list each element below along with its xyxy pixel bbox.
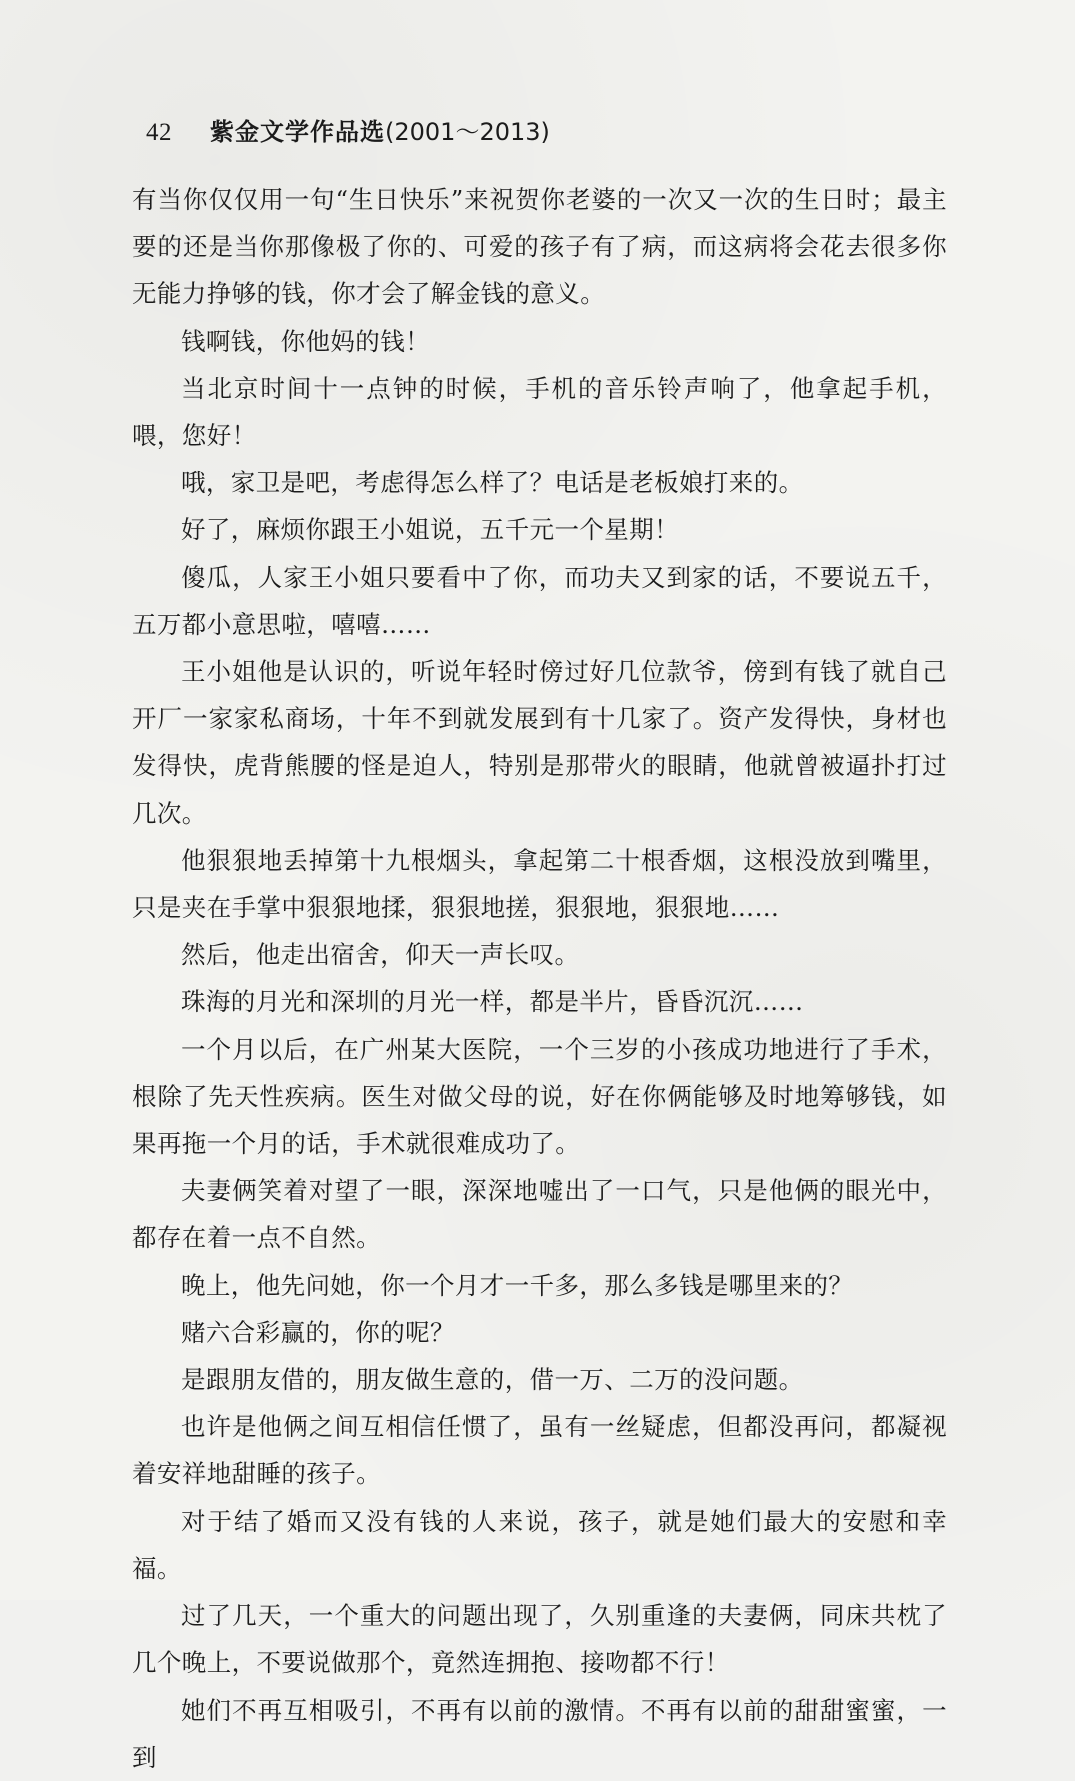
running-header (146, 112, 550, 152)
paragraph: 她们不再互相吸引，不再有以前的激情。不再有以前的甜甜蜜蜜，一到 (132, 1695, 947, 1772)
paragraph: 对于结了婚而又没有钱的人来说，孩子，就是她们最大的安慰和幸福。 (132, 1506, 947, 1583)
paragraph: 王小姐他是认识的，听说年轻时傍过好几位款爷，傍到有钱了就自己开厂一家家私商场，十年不到就发展到有十几家了。资产发得快，身材也发得快，虎背熊腰的怪是迫人，特别是那带火的眼睛，他就曾被逼扑打过几次。 (132, 657, 947, 828)
paragraph: 过了几天，一个重大的问题出现了，久别重逢的夫妻俩，同床共枕了几个晚上，不要说做那个，竟然连拥抱、接吻都不行！ (132, 1601, 947, 1678)
paragraph: 他狠狠地丢掉第十九根烟头，拿起第二十根香烟，这根没放到嘴里，只是夹在手掌中狠狠地揉，狠狠地搓，狠狠地，狠狠地…… (132, 845, 947, 923)
book-title (210, 112, 550, 147)
paragraph: 好了，麻烦你跟王小姐说，五千元一个星期！ (181, 515, 679, 545)
body-text (132, 176, 947, 1781)
paragraph: 傻瓜，人家王小姐只要看中了你，而功夫又到家的话，不要说五千，五万都小意思啦，嘻嘻…… (132, 562, 947, 639)
paragraph: 珠海的月光和深圳的月光一样，都是半片，昏昏沉沉…… (181, 987, 804, 1017)
paragraph: 然后，他走出宿舍，仰天一声长叹。 (181, 940, 580, 970)
paragraph: 晚上，他先问她，你一个月才一千多，那么多钱是哪里来的？ (181, 1270, 854, 1300)
paragraph: 赌六合彩赢的，你的呢？ (181, 1317, 455, 1347)
paragraph: 夫妻俩笑着对望了一眼，深深地嘘出了一口气，只是他俩的眼光中，都存在着一点不自然。 (132, 1176, 947, 1253)
book-title-text: 紫金文学作品选 (210, 118, 385, 146)
page-number: 42 (146, 119, 172, 146)
paragraph: 当北京时间十一点钟的时候，手机的音乐铃声响了，他拿起手机，喂，您好！ (132, 373, 947, 451)
paragraph: 一个月以后，在广州某大医院，一个三岁的小孩成功地进行了手术，根除了先天性疾病。医生对做父母的说，好在你俩能够及时地筹够钱，如果再拖一个月的话，手术就很难成功了。 (132, 1034, 947, 1159)
paragraph: 是跟朋友借的，朋友做生意的，借一万、二万的没问题。 (181, 1365, 804, 1395)
paragraph: 有当你仅仅用一句“生日快乐”来祝贺你老婆的一次又一次的生日时；最主要的还是当你那像极了你的、可爱的孩子有了病，而这病将会花去很多你无能力挣够的钱，你才会了解金钱的意义。 (132, 185, 947, 309)
paragraph: 也许是他俩之间互相信任惯了，虽有一丝疑虑，但都没再问，都凝视着安祥地甜睡的孩子。 (132, 1412, 947, 1489)
paragraph: 哦，家卫是吧，考虑得怎么样了？电话是老板娘打来的。 (181, 468, 804, 498)
book-title-years: (2001～2013) (385, 118, 550, 146)
paragraph: 钱啊钱，你他妈的钱！ (181, 326, 430, 356)
